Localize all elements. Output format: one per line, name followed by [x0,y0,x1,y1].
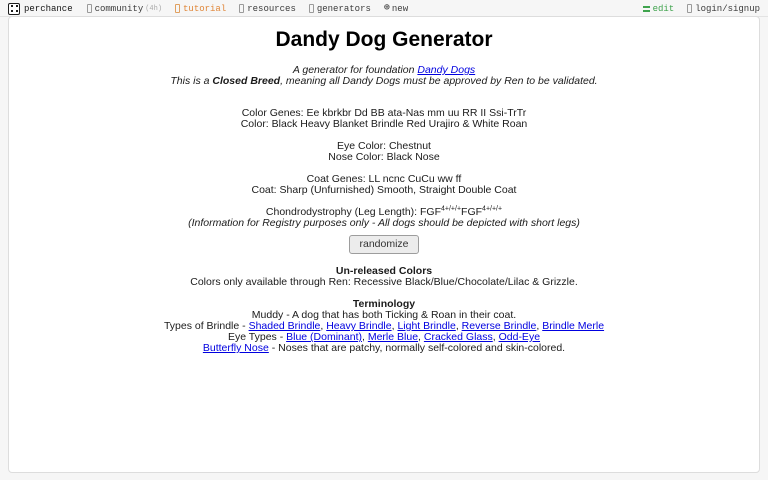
generators-label: generators [316,3,371,14]
nav-item-generators[interactable] [309,4,371,14]
muddy-line: Muddy - A dog that has both Ticking & Roan in their coat. [251,309,517,321]
chondro-prefix: Chondrodystrophy (Leg Length): [265,206,420,218]
nav-item-tutorial[interactable] [175,4,226,14]
fgf-sup-1: 4+/+/+ [441,205,462,213]
eye-types-prefix: Eye Types - [227,331,287,343]
cracked-glass-link[interactable]: Cracked Glass [423,331,493,343]
separator: , [362,331,368,343]
coat-genes-line: Coat Genes: LL ncnc CuCu ww ff [306,173,462,185]
registry-note-line: (Information for Registry purposes only - All dogs should be depicted with short legs) [188,217,580,229]
community-icon [87,4,92,13]
brand-label: perchance [24,3,73,14]
page-title: Dandy Dog Generator [275,28,493,51]
community-label: community [94,3,144,14]
merle-blue-link[interactable]: Merle Blue [367,331,419,343]
perchance-home-link[interactable] [8,3,73,15]
separator: , [418,331,424,343]
login-signup-button[interactable] [687,4,760,14]
closed-breed-bold: Closed Breed [212,75,281,87]
plus-circle-icon: ⊕ [383,3,390,14]
tutorial-icon [175,4,180,13]
eye-color-line: Eye Color: Chestnut [337,140,431,152]
login-label: login/signup [695,3,760,14]
resources-label: resources [247,3,296,14]
nav-item-resources[interactable] [239,4,296,14]
randomize-button[interactable]: randomize [349,235,418,254]
closed-prefix: This is a [170,75,213,87]
dandy-dogs-link[interactable]: Dandy Dogs [417,64,476,76]
separator: , [536,320,543,332]
intro-section [9,65,759,87]
nav-item-new[interactable] [384,4,408,14]
resources-icon [239,4,244,13]
edit-button[interactable] [643,4,675,14]
butterfly-suffix: - Noses that are patchy, normally self-colored and skin-colored. [268,342,566,354]
terminology-section [9,299,759,354]
light-brindle-link[interactable]: Light Brindle [397,320,456,332]
color-genes-section [9,108,759,130]
color-genes-line: Color Genes: Ee kbrkbr Dd BB ata-Nas mm uu RR II Ssi-TrTr [241,107,527,119]
odd-eye-link[interactable]: Odd-Eye [498,331,541,343]
closed-suffix: , meaning all Dandy Dogs must be approved by Ren to be validated. [280,75,598,87]
terminology-heading: Terminology [352,298,416,310]
nav-item-community[interactable] [87,4,162,14]
community-time-badge: (4h) [145,4,163,13]
unreleased-heading: Un-released Colors [335,265,433,277]
coat-result-line: Coat: Sharp (Unfurnished) Smooth, Straight Double Coat [251,184,517,196]
edit-pencil-icon [643,6,650,12]
butterfly-nose-link[interactable]: Butterfly Nose [202,342,269,354]
heavy-brindle-link[interactable]: Heavy Brindle [326,320,392,332]
new-label: new [391,3,409,14]
generator-panel [8,16,760,473]
navbar-right [630,4,760,14]
generators-icon [309,4,314,13]
brindle-prefix: Types of Brindle - [163,320,249,332]
butterfly-nose-line [9,343,759,354]
top-navbar [0,0,768,17]
separator: , [455,320,462,332]
chondro-section [9,207,759,229]
blue-dominant-link[interactable]: Blue (Dominant) [286,331,362,343]
coat-section [9,174,759,196]
perchance-logo-icon [8,3,20,15]
randomize-row [9,235,759,254]
nose-color-line: Nose Color: Black Nose [328,151,440,163]
unreleased-section [9,266,759,288]
closed-breed-line [9,76,759,87]
reverse-brindle-link[interactable]: Reverse Brindle [461,320,537,332]
fgf-gene-2: FGF [461,206,483,218]
separator: , [492,331,499,343]
unreleased-body: Colors only available through Ren: Recessive Black/Blue/Chocolate/Lilac & Grizzle. [190,276,578,288]
shaded-brindle-link[interactable]: Shaded Brindle [248,320,321,332]
color-result-line: Color: Black Heavy Blanket Brindle Red Urajiro & White Roan [240,118,528,130]
fgf-gene-1: FGF [420,206,441,218]
lock-icon [687,4,692,13]
intro-text: A generator for foundation [292,64,418,76]
tutorial-label: tutorial [183,3,227,14]
edit-label: edit [652,3,675,14]
brindle-merle-link[interactable]: Brindle Merle [542,320,605,332]
separator: , [320,320,327,332]
separator: , [391,320,398,332]
eye-nose-section [9,141,759,163]
fgf-sup-2: 4+/+/+ [482,205,503,213]
